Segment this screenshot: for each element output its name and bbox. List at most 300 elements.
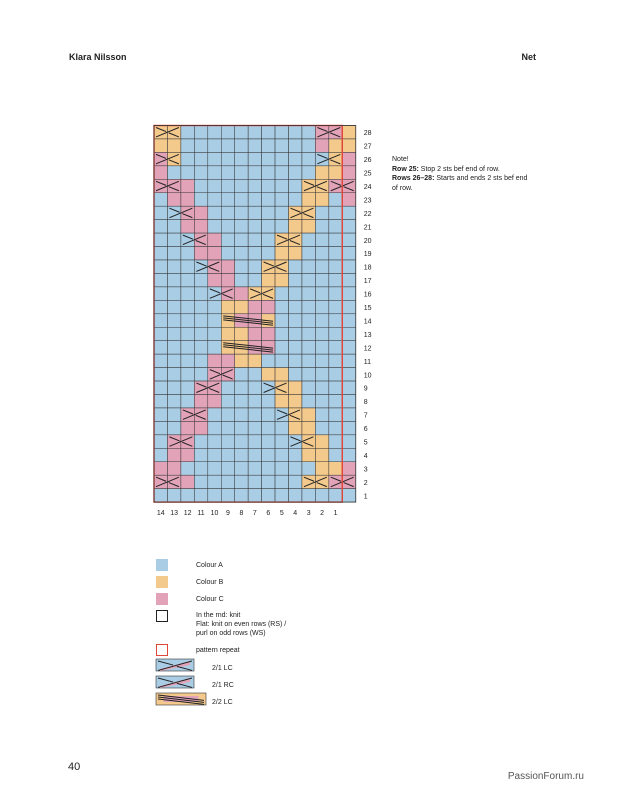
chart-cell xyxy=(248,260,261,273)
col-label: 9 xyxy=(226,510,230,518)
chart-cell xyxy=(167,139,180,152)
chart-cell xyxy=(208,462,221,475)
chart-cell xyxy=(262,462,275,475)
chart-cell xyxy=(342,206,355,219)
chart-cell xyxy=(154,300,167,313)
watermark: PassionForum.ru xyxy=(507,771,584,782)
chart-cell xyxy=(181,395,194,408)
chart-cell xyxy=(289,475,302,488)
row-label: 16 xyxy=(363,291,372,299)
chart-cell xyxy=(194,475,207,488)
row-label: 17 xyxy=(363,278,372,286)
col-label: 8 xyxy=(239,510,244,518)
row-label: 9 xyxy=(363,385,368,393)
chart-cell xyxy=(181,341,194,354)
chart-cell xyxy=(194,166,207,179)
chart-cell xyxy=(302,233,315,246)
row-label: 2 xyxy=(363,479,368,487)
chart-cell xyxy=(235,448,248,461)
chart-cell xyxy=(262,475,275,488)
chart-cell xyxy=(208,421,221,434)
chart-cell xyxy=(194,395,207,408)
chart-cell xyxy=(221,179,234,192)
chart-cell xyxy=(181,287,194,300)
chart-cell xyxy=(221,166,234,179)
chart-cell xyxy=(315,489,328,502)
chart-cell xyxy=(194,247,207,260)
chart-cell xyxy=(194,193,207,206)
chart-cell xyxy=(275,206,288,219)
chart-cell xyxy=(275,395,288,408)
chart-cell xyxy=(221,435,234,448)
chart-cell xyxy=(221,247,234,260)
chart-cell xyxy=(208,354,221,367)
chart-cell xyxy=(329,448,342,461)
chart-cell xyxy=(262,273,275,286)
chart-cell xyxy=(167,287,180,300)
chart-cell xyxy=(194,126,207,139)
chart-cell xyxy=(315,408,328,421)
chart-cell xyxy=(208,435,221,448)
chart-cell xyxy=(342,166,355,179)
chart-cell xyxy=(221,408,234,421)
chart-cell xyxy=(329,435,342,448)
chart-cell xyxy=(208,193,221,206)
chart-cell xyxy=(275,166,288,179)
chart-cell xyxy=(154,327,167,340)
col-label: 1 xyxy=(333,510,338,518)
chart-cell xyxy=(275,489,288,502)
chart-cell xyxy=(221,395,234,408)
chart-cell xyxy=(289,368,302,381)
chart-cell xyxy=(221,126,234,139)
colour-c-swatch xyxy=(156,593,168,605)
chart-cell xyxy=(235,300,248,313)
chart-cell xyxy=(329,314,342,327)
row-label: 18 xyxy=(363,264,372,272)
chart-cell xyxy=(154,462,167,475)
chart-cell xyxy=(275,152,288,165)
colour-b-label: Colour B xyxy=(196,579,224,586)
chart-cell xyxy=(167,408,180,421)
chart-cell xyxy=(342,287,355,300)
chart-cell xyxy=(221,139,234,152)
row-label: 21 xyxy=(363,224,372,232)
chart-cell xyxy=(154,408,167,421)
chart-cell xyxy=(315,368,328,381)
chart-cell xyxy=(275,193,288,206)
chart-cell xyxy=(248,152,261,165)
knit-swatch xyxy=(156,610,168,622)
chart-cell xyxy=(289,193,302,206)
chart-cell xyxy=(154,166,167,179)
chart-cell xyxy=(181,139,194,152)
chart-cell xyxy=(302,260,315,273)
col-label: 7 xyxy=(252,510,257,518)
lc22-label: 2/2 LC xyxy=(212,699,233,706)
chart-cell xyxy=(329,300,342,313)
chart-cell xyxy=(194,327,207,340)
row-label: 1 xyxy=(363,493,368,501)
chart-cell xyxy=(329,220,342,233)
chart-cell xyxy=(262,448,275,461)
row-label: 20 xyxy=(363,237,372,245)
chart-cell xyxy=(221,462,234,475)
chart-cell xyxy=(154,489,167,502)
chart-cell xyxy=(342,220,355,233)
chart-cell xyxy=(262,421,275,434)
chart-cell xyxy=(262,368,275,381)
chart-cell xyxy=(289,341,302,354)
chart-cell xyxy=(167,260,180,273)
chart-cell xyxy=(315,381,328,394)
chart-cell xyxy=(262,193,275,206)
row-label: 4 xyxy=(363,452,368,460)
chart-cell xyxy=(329,408,342,421)
chart-cell xyxy=(154,273,167,286)
chart-cell xyxy=(342,354,355,367)
chart-cell xyxy=(248,368,261,381)
chart-cell xyxy=(235,193,248,206)
chart-cell xyxy=(208,314,221,327)
chart-cell xyxy=(262,327,275,340)
knit-label-3: purl on odd rows (WS) xyxy=(196,630,266,637)
chart-cell xyxy=(154,341,167,354)
chart-cell xyxy=(302,489,315,502)
chart-cell xyxy=(329,166,342,179)
chart-cell xyxy=(275,435,288,448)
chart-cell xyxy=(275,341,288,354)
chart-cell xyxy=(315,193,328,206)
chart-cell xyxy=(315,287,328,300)
chart-cell xyxy=(289,448,302,461)
chart-cell xyxy=(235,354,248,367)
legend-lc-swatch xyxy=(156,659,194,671)
row-label: 28 xyxy=(363,130,372,138)
chart-cell xyxy=(235,368,248,381)
chart-cell xyxy=(154,435,167,448)
chart-cell xyxy=(235,166,248,179)
chart-cell xyxy=(208,341,221,354)
chart-cell xyxy=(329,193,342,206)
chart-cell xyxy=(221,381,234,394)
row-label: 7 xyxy=(363,412,368,420)
chart-cell xyxy=(194,152,207,165)
chart-cell xyxy=(342,435,355,448)
chart-cell xyxy=(342,341,355,354)
chart-cell xyxy=(248,475,261,488)
row-label: 27 xyxy=(363,143,372,151)
chart-cell xyxy=(208,206,221,219)
chart-cell xyxy=(235,179,248,192)
chart-cell xyxy=(181,381,194,394)
chart-cell xyxy=(235,408,248,421)
chart-cell xyxy=(167,327,180,340)
chart-cell xyxy=(289,489,302,502)
chart-cell xyxy=(235,381,248,394)
col-label: 11 xyxy=(197,510,205,518)
chart-cell xyxy=(315,354,328,367)
chart-cell xyxy=(167,220,180,233)
chart-cell xyxy=(329,139,342,152)
chart-cell xyxy=(248,166,261,179)
chart-cell xyxy=(194,462,207,475)
chart-cell xyxy=(302,341,315,354)
chart-cell xyxy=(248,408,261,421)
pattern-title: Net xyxy=(521,52,536,62)
chart-cell xyxy=(167,247,180,260)
chart-cell xyxy=(342,139,355,152)
chart-cell xyxy=(181,448,194,461)
chart-cell xyxy=(275,287,288,300)
chart-cell xyxy=(235,220,248,233)
chart-cell xyxy=(275,220,288,233)
chart-cell xyxy=(275,247,288,260)
chart-cell xyxy=(275,327,288,340)
chart-cell xyxy=(262,166,275,179)
chart-cell xyxy=(194,139,207,152)
chart-cell xyxy=(248,354,261,367)
chart-cell xyxy=(315,395,328,408)
chart-cell xyxy=(248,381,261,394)
chart-cell xyxy=(289,166,302,179)
chart-cell xyxy=(329,233,342,246)
chart-cell xyxy=(329,381,342,394)
chart-cell xyxy=(235,139,248,152)
chart-cell xyxy=(208,300,221,313)
legend-2lc-swatch xyxy=(156,693,206,705)
chart-cell xyxy=(181,314,194,327)
chart-cell xyxy=(194,206,207,219)
chart-cell xyxy=(221,354,234,367)
chart-cell xyxy=(342,193,355,206)
chart-cell xyxy=(194,273,207,286)
chart-cell xyxy=(154,260,167,273)
chart-cell xyxy=(248,327,261,340)
chart-cell xyxy=(289,287,302,300)
row-label: 13 xyxy=(363,331,372,339)
chart-cell xyxy=(289,126,302,139)
chart-cell xyxy=(167,448,180,461)
chart-cell xyxy=(235,327,248,340)
row-label: 3 xyxy=(363,466,368,474)
chart-cell xyxy=(208,327,221,340)
chart-cell xyxy=(181,421,194,434)
chart-cell xyxy=(302,462,315,475)
chart-cell xyxy=(275,475,288,488)
chart-cell xyxy=(248,247,261,260)
chart-cell xyxy=(208,179,221,192)
chart-cell xyxy=(221,233,234,246)
chart-cell xyxy=(208,448,221,461)
colour-a-swatch xyxy=(156,559,168,571)
chart-cell xyxy=(235,260,248,273)
chart-cell xyxy=(302,408,315,421)
chart-cell xyxy=(275,273,288,286)
chart-cell xyxy=(194,287,207,300)
chart-cell xyxy=(235,421,248,434)
chart-cell xyxy=(315,247,328,260)
chart-cell xyxy=(167,193,180,206)
chart-cell xyxy=(342,300,355,313)
chart-cell xyxy=(329,287,342,300)
chart-cell xyxy=(275,126,288,139)
chart-cell xyxy=(167,354,180,367)
chart-cell xyxy=(167,300,180,313)
chart-cell xyxy=(181,260,194,273)
chart-cell xyxy=(289,260,302,273)
chart-cell xyxy=(329,327,342,340)
chart-cell xyxy=(342,314,355,327)
chart-cell xyxy=(302,381,315,394)
chart-cell xyxy=(154,395,167,408)
chart-cell xyxy=(315,220,328,233)
row-label: 26 xyxy=(363,157,372,165)
chart-cell xyxy=(221,448,234,461)
chart-cell xyxy=(167,273,180,286)
chart-cell xyxy=(154,220,167,233)
chart-cell xyxy=(221,260,234,273)
chart-cell xyxy=(289,152,302,165)
knit-label-2: Flat: knit on even rows (RS) / xyxy=(196,621,287,628)
row-label: 22 xyxy=(363,210,372,218)
chart-cell xyxy=(329,273,342,286)
chart-cell xyxy=(342,395,355,408)
chart-cell xyxy=(181,220,194,233)
chart-cell xyxy=(302,354,315,367)
note-title: Note! xyxy=(392,156,409,163)
row-label: 11 xyxy=(363,358,372,366)
author-name: Klara Nilsson xyxy=(69,52,127,62)
chart-cell xyxy=(235,287,248,300)
chart-cell xyxy=(302,395,315,408)
chart-cell xyxy=(248,233,261,246)
row-label: 25 xyxy=(363,170,372,178)
chart-cell xyxy=(221,152,234,165)
colour-c-label: Colour C xyxy=(196,596,224,603)
chart-cell xyxy=(289,421,302,434)
chart-cell xyxy=(194,220,207,233)
chart-cell xyxy=(208,233,221,246)
chart-cell xyxy=(208,408,221,421)
chart-cell xyxy=(262,220,275,233)
chart-cell xyxy=(154,368,167,381)
chart-cell xyxy=(302,247,315,260)
chart-cell xyxy=(302,273,315,286)
chart-cell xyxy=(315,421,328,434)
chart-cell xyxy=(221,489,234,502)
row-label: 15 xyxy=(363,305,372,313)
chart-cell xyxy=(275,354,288,367)
chart-cell xyxy=(194,421,207,434)
chart-cell xyxy=(154,233,167,246)
chart-cell xyxy=(181,126,194,139)
chart-cell xyxy=(248,435,261,448)
chart-cell xyxy=(167,421,180,434)
chart-cell xyxy=(248,206,261,219)
chart-cell xyxy=(302,220,315,233)
chart-cell xyxy=(235,475,248,488)
chart-cell xyxy=(289,327,302,340)
chart-cell xyxy=(289,300,302,313)
chart-cell xyxy=(181,300,194,313)
lc-label: 2/1 LC xyxy=(212,665,233,672)
chart-cell xyxy=(154,421,167,434)
page-number: 40 xyxy=(68,761,81,773)
chart-cell xyxy=(342,462,355,475)
chart-cell xyxy=(154,139,167,152)
chart-cell xyxy=(289,354,302,367)
chart-cell xyxy=(167,489,180,502)
chart-cell xyxy=(315,462,328,475)
chart-cell xyxy=(302,152,315,165)
chart-cell xyxy=(235,489,248,502)
chart-cell xyxy=(342,448,355,461)
chart-cell xyxy=(329,462,342,475)
chart-cell xyxy=(194,368,207,381)
chart-cell xyxy=(302,421,315,434)
chart-cell xyxy=(248,126,261,139)
chart-cell xyxy=(275,139,288,152)
chart-cell xyxy=(289,462,302,475)
col-label: 12 xyxy=(183,510,192,518)
chart-cell xyxy=(262,489,275,502)
chart-cell xyxy=(181,193,194,206)
chart-cell xyxy=(342,368,355,381)
chart-cell xyxy=(208,273,221,286)
chart-cell xyxy=(315,300,328,313)
chart-cell xyxy=(342,273,355,286)
chart-cell xyxy=(181,166,194,179)
chart-cell xyxy=(248,179,261,192)
chart-cell xyxy=(154,354,167,367)
chart-cell xyxy=(315,166,328,179)
chart-cell xyxy=(342,152,355,165)
chart-cell xyxy=(302,287,315,300)
chart-cell xyxy=(329,341,342,354)
chart-cell xyxy=(221,421,234,434)
col-label: 4 xyxy=(293,510,298,518)
note-rows26-28: Rows 26–28: Starts and ends 2 sts bef end of row. xyxy=(392,175,528,192)
colour-a-label: Colour A xyxy=(196,562,223,569)
chart-cell xyxy=(302,327,315,340)
col-label: 13 xyxy=(170,510,179,518)
chart-cell xyxy=(302,368,315,381)
row-label: 24 xyxy=(363,183,372,191)
chart-cell xyxy=(262,206,275,219)
chart-cell xyxy=(221,206,234,219)
chart-cell xyxy=(167,368,180,381)
chart-cell xyxy=(302,314,315,327)
rc-label: 2/1 RC xyxy=(212,682,234,689)
chart-cell xyxy=(208,475,221,488)
chart-cell xyxy=(289,247,302,260)
col-label: 6 xyxy=(266,510,271,518)
row-label: 23 xyxy=(363,197,372,205)
chart-cell xyxy=(342,327,355,340)
col-label: 2 xyxy=(320,510,325,518)
chart-cell xyxy=(289,273,302,286)
chart-cell xyxy=(235,462,248,475)
chart-cell xyxy=(262,233,275,246)
chart-cell xyxy=(315,341,328,354)
chart-cell xyxy=(275,448,288,461)
row-label: 14 xyxy=(363,318,372,326)
knit-label-1: In the rnd: knit xyxy=(196,612,241,619)
chart-cell xyxy=(329,368,342,381)
chart-cell xyxy=(221,300,234,313)
chart-cell xyxy=(315,327,328,340)
